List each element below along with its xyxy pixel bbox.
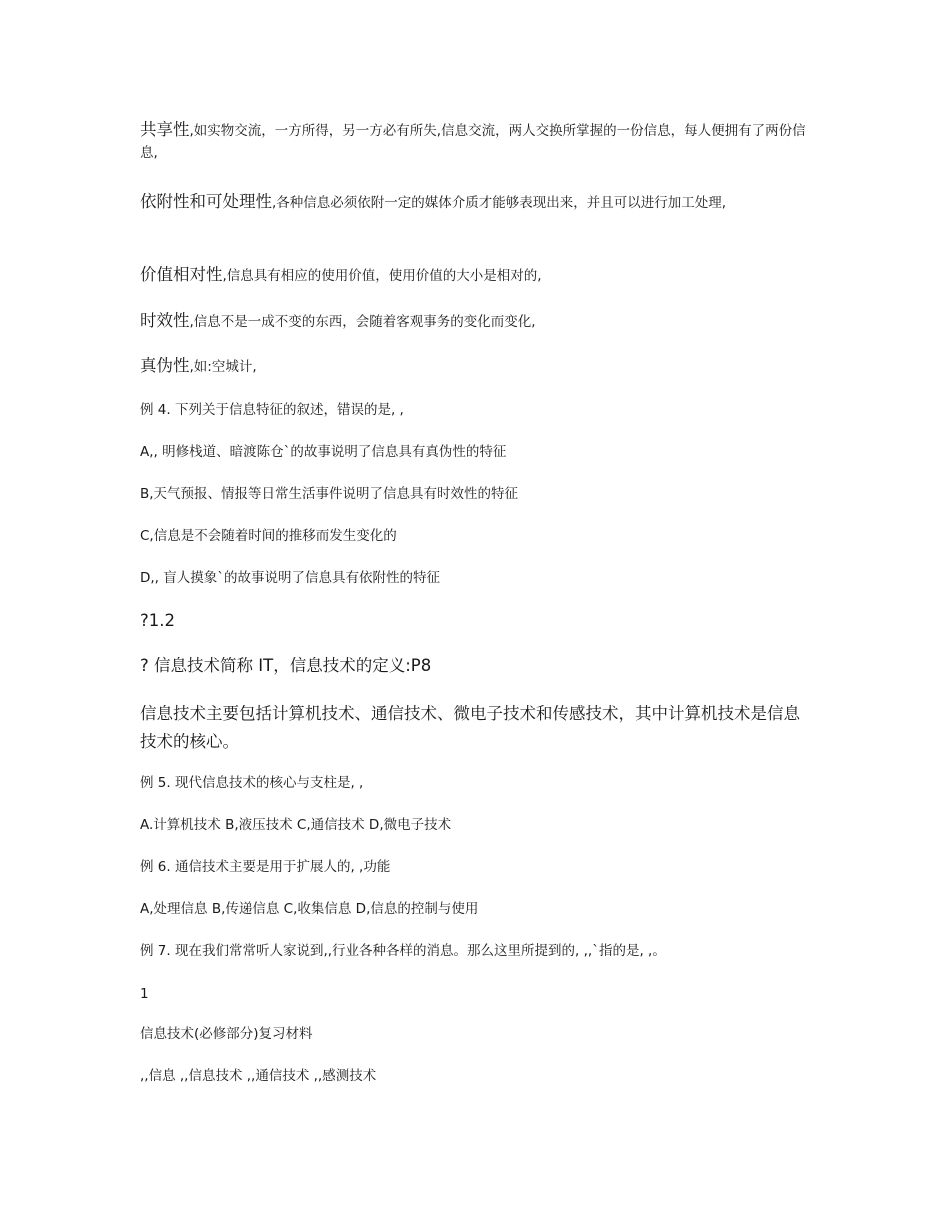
it-definition: ? 信息技术简称 IT，信息技术的定义:P8	[140, 656, 432, 675]
running-header: 信息技术(必修部分)复习材料	[140, 1026, 313, 1042]
term-sharing: 共享性	[140, 120, 190, 139]
it-main-components: 信息技术主要包括计算机技术、通信技术、微电子技术和传感技术，其中计算机技术是信息技术的核心。	[140, 704, 800, 751]
example-4-option-d: D,, 盲人摸象`的故事说明了信息具有依附性的特征	[140, 570, 441, 586]
term-dependency: 依附性和可处理性	[140, 192, 272, 211]
text-sharing: ,如实物交流，一方所得，另一方必有所失,信息交流，两人交换所掌握的一份信息，每人便拥有了两份信息,	[140, 123, 806, 161]
example-4-question: 例 4. 下列关于信息特征的叙述，错误的是, ,	[140, 402, 404, 418]
example-7-question: 例 7. 现在我们常常听人家说到,,行业各种各样的消息。那么这里所提到的, ,,`指的是, ,。	[140, 943, 666, 959]
paragraph-sharing	[140, 119, 810, 164]
paragraph-value	[140, 264, 810, 287]
text-dependency: ,各种信息必须依附一定的媒体介质才能够表现出来，并且可以进行加工处理,	[272, 195, 727, 211]
paragraph-dependency	[140, 191, 810, 214]
term-timeliness: 时效性	[140, 311, 190, 330]
example-5-question: 例 5. 现代信息技术的核心与支柱是, ,	[140, 775, 364, 791]
paragraph-authenticity	[140, 355, 810, 378]
example-6-question: 例 6. 通信技术主要是用于扩展人的, ,功能	[140, 859, 391, 875]
paragraph-timeliness	[140, 310, 810, 333]
example-4-option-b: B,天气预报、情报等日常生活事件说明了信息具有时效性的特征	[140, 486, 519, 502]
example-4-option-a: A,, 明修栈道、暗渡陈仓`的故事说明了信息具有真伪性的特征	[140, 444, 507, 460]
section-heading: ?1.2	[140, 611, 175, 630]
text-timeliness: ,信息不是一成不变的东西，会随着客观事务的变化而变化,	[189, 314, 536, 330]
page-number: 1	[140, 986, 149, 1002]
example-7-options: ,,信息 ,,信息技术 ,,通信技术 ,,感测技术	[140, 1068, 377, 1084]
term-authenticity: 真伪性	[140, 356, 190, 375]
example-5-options: A.计算机技术 B,液压技术 C,通信技术 D,微电子技术	[140, 817, 452, 833]
text-value: ,信息具有相应的使用价值，使用价值的大小是相对的,	[222, 268, 542, 284]
example-6-options: A,处理信息 B,传递信息 C,收集信息 D,信息的控制与使用	[140, 901, 479, 917]
example-4-option-c: C,信息是不会随着时间的推移而发生变化的	[140, 528, 397, 544]
term-value: 价值相对性	[140, 265, 223, 284]
text-authenticity: ,如:空城计,	[189, 359, 257, 375]
